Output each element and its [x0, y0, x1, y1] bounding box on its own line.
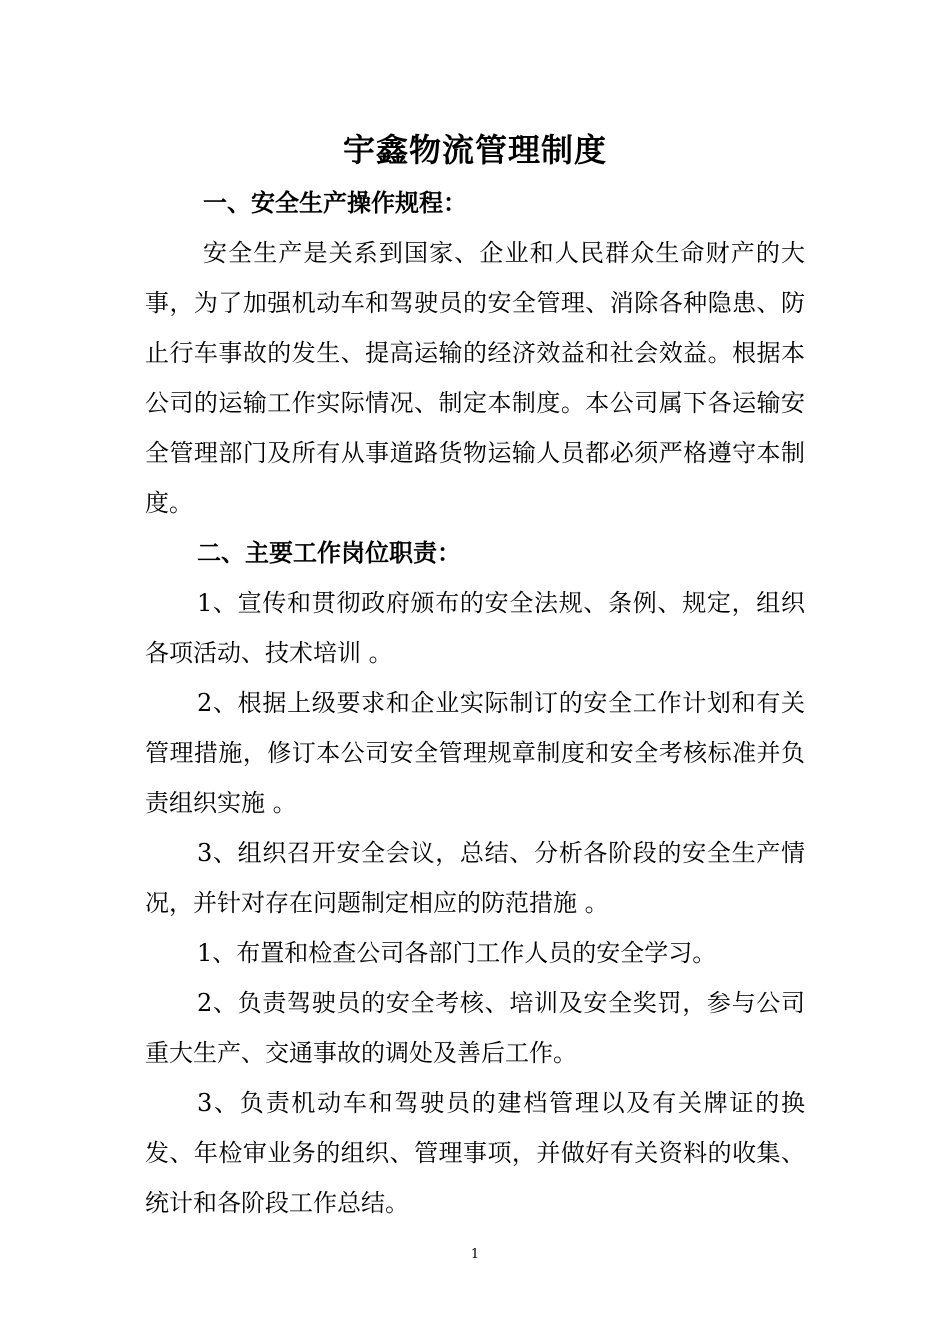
- paragraph-duty-1: 1、宣传和贯彻政府颁布的安全法规、条例、规定，组织各项活动、技术培训 。: [145, 589, 805, 667]
- paragraph-duty-4: 1、布置和检查公司各部门工作人员的安全学习。: [197, 939, 717, 967]
- paragraph-duty-3: 3、组织召开安全会议，总结、分析各阶段的安全生产情况，并针对存在问题制定相应的防范措施 。: [145, 839, 805, 917]
- document-title: 宇鑫物流管理制度: [342, 131, 607, 169]
- paragraph-duty-5: 2、负责驾驶员的安全考核、培训及安全奖罚，参与公司重大生产、交通事故的调处及善后工作。: [145, 989, 805, 1067]
- paragraph-duty-6: 3、负责机动车和驾驶员的建档管理以及有关牌证的换发、年检审业务的组织、管理事项，并做好有关资料的收集、统计和各阶段工作总结。: [145, 1089, 805, 1217]
- page-number: 1: [470, 1247, 480, 1262]
- document-body: [145, 178, 805, 1228]
- paragraph-safety-intro: 安全生产是关系到国家、企业和人民群众生命财产的大事，为了加强机动车和驾驶员的安全管理、消除各种隐患、防止行车事故的发生、提高运输的经济效益和社会效益。根据本公司的运输工作实际情况、制定本制度。本公司属下各运输安全管理部门及所有从事道路货物运输人员都必须严格遵守本制度。: [145, 239, 805, 517]
- paragraph-duty-2: 2、根据上级要求和企业实际制订的安全工作计划和有关管理措施，修订本公司安全管理规章制度和安全考核标准并负责组织实施 。: [145, 689, 805, 817]
- section-heading-safety-rules: 一、安全生产操作规程：: [203, 188, 467, 217]
- section-heading-job-duties: 二、主要工作岗位职责：: [197, 538, 461, 567]
